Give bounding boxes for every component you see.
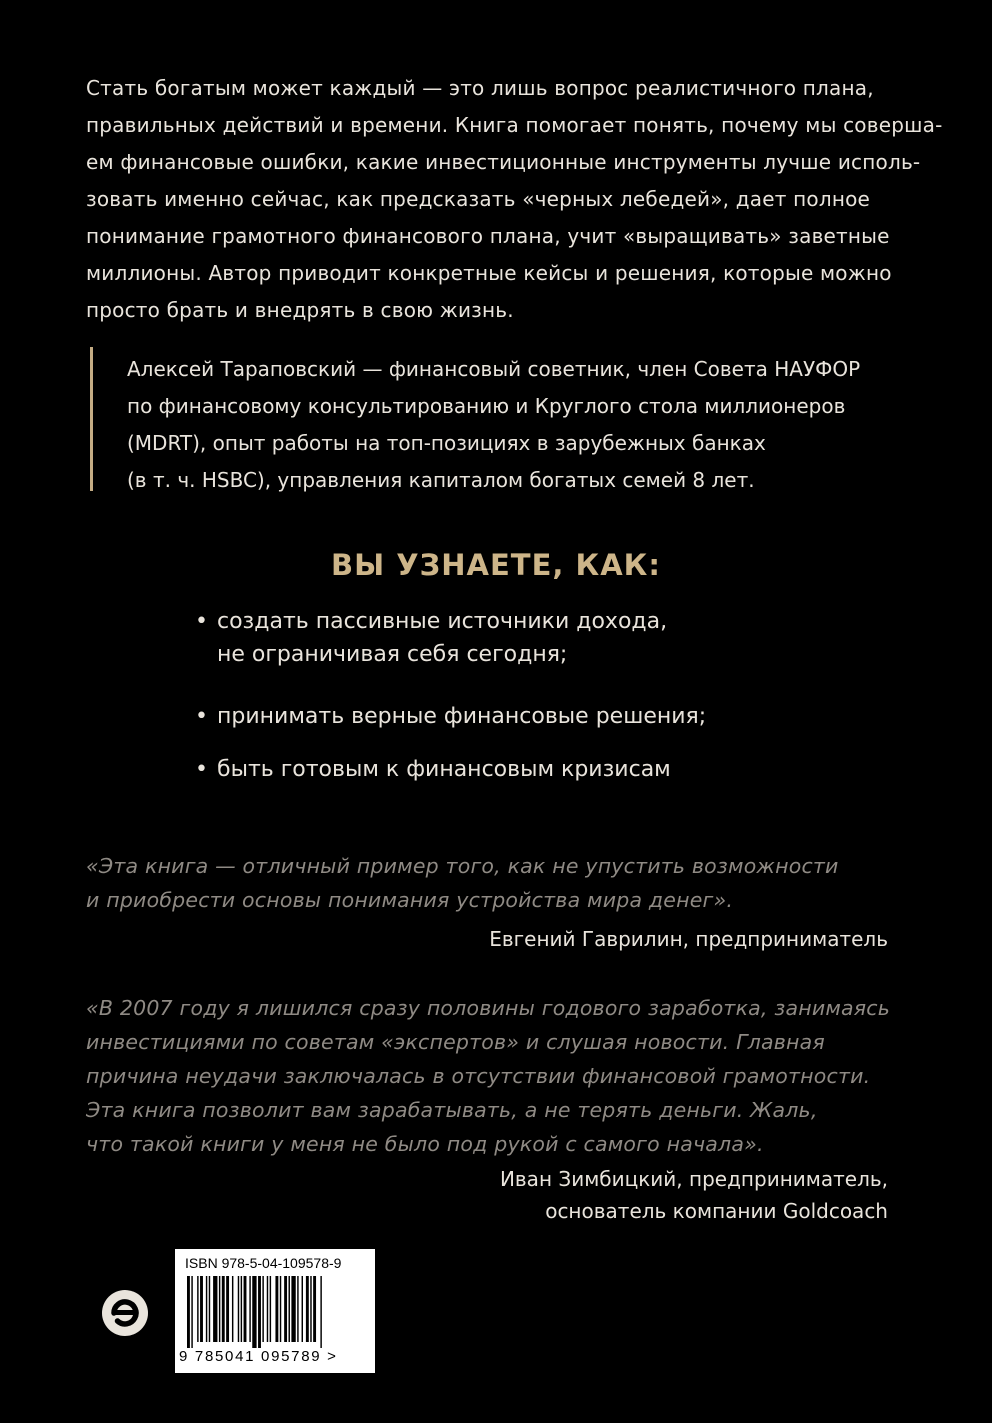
barcode-bar [206,1276,207,1342]
list-item-text: быть готовым к финансовым кризисам [217,757,671,782]
description-line: Стать богатым может каждый — это лишь вопрос реалистичного плана, [86,76,874,100]
barcode-bar [320,1276,321,1348]
author-bio [90,347,890,491]
barcode-bar [238,1276,239,1342]
quote-line: инвестициями по советам «экспертов» и слушая новости. Главная [86,1030,825,1054]
testimonial-author [500,1163,888,1227]
barcode-bar [241,1276,242,1342]
barcode-bar [226,1276,229,1342]
quote-line: и приобрести основы понимания устройства мира денег». [86,888,734,912]
author-name: Иван Зимбицкий, предприниматель, [499,1167,888,1191]
bullet-icon: • [195,609,208,634]
quote-line: Эта книга позволит вам зарабатывать, а не терять деньги. Жаль, [86,1098,818,1122]
barcode-bar [275,1276,278,1342]
list-item-text: создать пассивные источники дохода, [217,609,668,634]
barcode-bars [183,1276,367,1348]
quote-line: «Эта книга — отличный пример того, как не упустить возможности [86,854,839,878]
learn-heading: ВЫ УЗНАЕТЕ, КАК: [331,548,661,582]
list-item-text: не ограничивая себя сегодня; [217,642,568,667]
testimonial-author [489,923,888,955]
quote-line: «В 2007 году я лишился сразу половины годового заработка, занимаясь [86,996,891,1020]
barcode-bar [289,1276,290,1342]
book-description [86,70,943,329]
barcode-bar [191,1276,192,1348]
barcode-digits: 9 785041 095789 > [179,1348,338,1365]
barcode-bar [258,1276,261,1348]
eksmo-logo-icon [100,1288,150,1338]
barcode-bar [219,1276,220,1342]
author-name: Евгений Гаврилин, предприниматель [489,927,888,951]
barcode-bar [187,1276,190,1348]
description-line: понимание грамотного финансового плана, учит «выращивать» заветные [86,224,890,248]
barcode-bar [270,1276,271,1342]
barcode-bar [249,1276,250,1342]
barcode-bar [284,1276,287,1342]
author-line: Алексей Тараповский — финансовый советник, член Совета НАУФОР [127,357,861,381]
barcode-bar [306,1276,309,1342]
author-line: (в т. ч. HSBC), управления капиталом богатых семей 8 лет. [127,468,755,492]
bullet-icon: • [195,704,208,729]
author-line: по финансовому консультированию и Круглого стола миллионеров [127,394,846,418]
author-role: основатель компании Goldcoach [545,1199,888,1223]
barcode-bar [232,1276,233,1342]
isbn-label: ISBN 978-5-04-109578-9 [185,1255,342,1271]
quote-line: причина неудачи заключалась в отсутствии финансовой грамотности. [86,1064,871,1088]
barcode-bar [297,1276,298,1342]
barcode-bar [252,1276,256,1348]
author-bio-text [127,351,860,499]
barcode-bar [200,1276,203,1342]
barcode-bar [302,1276,303,1342]
bullet-icon: • [195,757,208,782]
barcode-bar [244,1276,247,1342]
barcode-bar [222,1276,225,1342]
barcode-bar [197,1276,198,1342]
description-line: зовать именно сейчас, как предсказать «черных лебедей», дает полное [86,187,871,211]
barcode-bar [291,1276,295,1342]
testimonial-quote [86,991,890,1161]
barcode-bar [209,1276,210,1342]
testimonial-quote [86,849,839,917]
description-line: миллионы. Автор приводит конкретные кейсы и решения, которые можно [86,261,892,285]
list-item-text: принимать верные финансовые решения; [217,704,707,729]
barcode-bar [213,1276,217,1342]
author-divider [90,347,93,491]
barcode [175,1249,375,1373]
barcode-bar [267,1276,268,1342]
barcode-bar [313,1276,316,1342]
barcode-bar [280,1276,281,1342]
description-line: просто брать и внедрять в свою жизнь. [86,298,514,322]
author-line: (MDRT), опыт работы на топ-позициях в зарубежных банках [127,431,766,455]
barcode-bar [262,1276,263,1342]
description-line: ем финансовые ошибки, какие инвестиционные инструменты лучше исполь- [86,150,921,174]
description-line: правильных действий и времени. Книга помогает понять, почему мы соверша- [86,113,943,137]
barcode-bar [310,1276,311,1342]
quote-line: что такой книги у меня не было под рукой с самого начала». [86,1132,764,1156]
